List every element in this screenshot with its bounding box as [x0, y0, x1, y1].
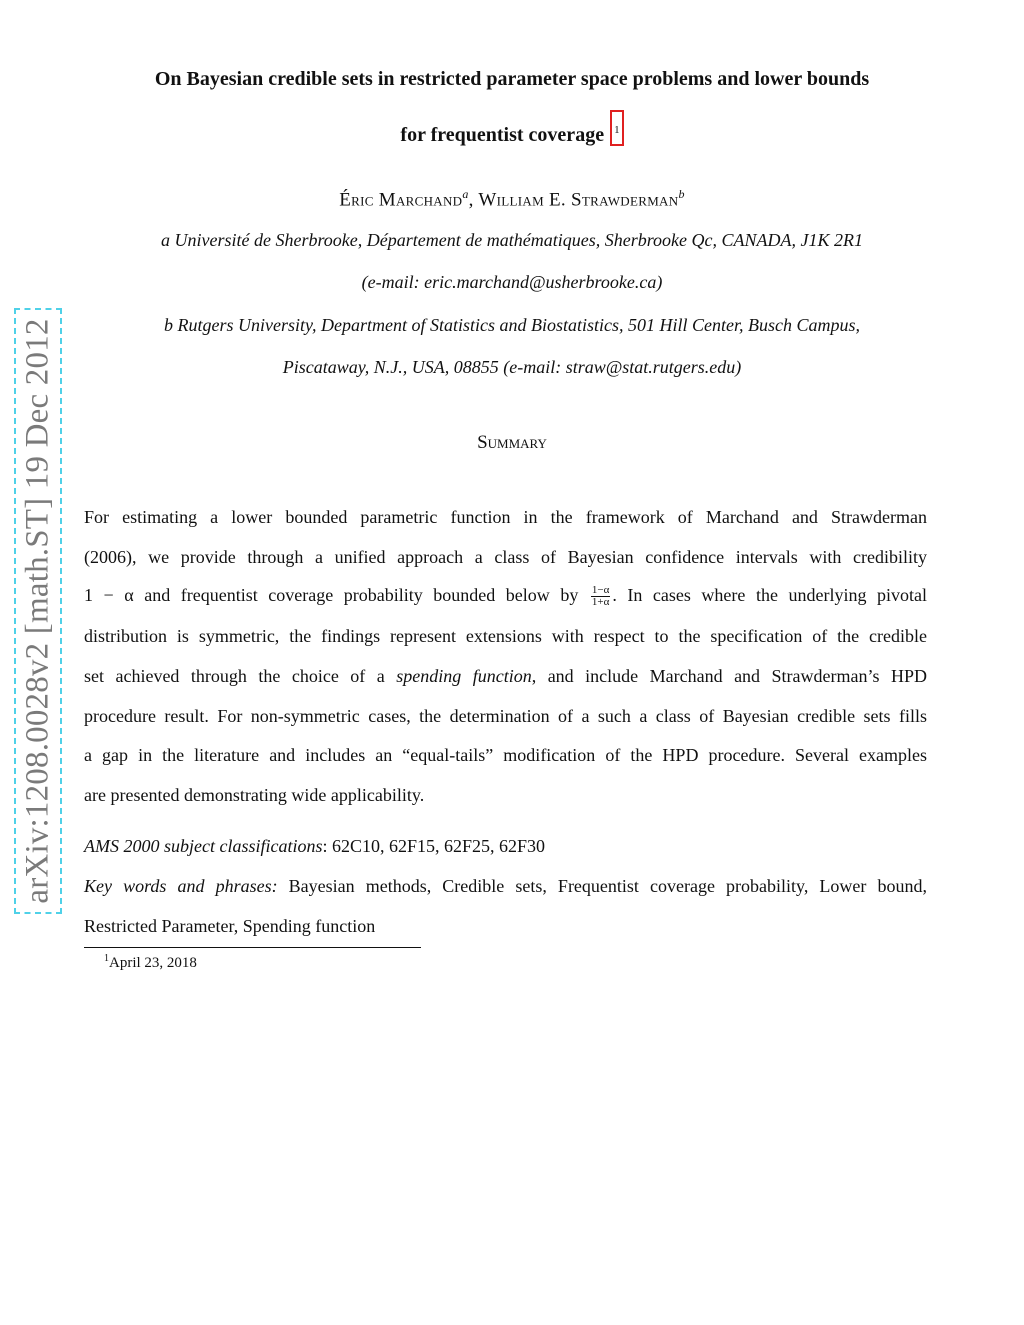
- keywords-line-2: Restricted Parameter, Spending function: [84, 916, 376, 936]
- arxiv-stamp-link[interactable]: [14, 308, 62, 914]
- keywords-label: Key words and phrases:: [84, 876, 278, 896]
- abstract-text: set achieved through the choice of a: [84, 666, 385, 686]
- keywords-line-1: [84, 876, 927, 897]
- paper-title-line-1: On Bayesian credible sets in restricted parameter space problems and lower bounds: [154, 68, 870, 90]
- abstract-line: procedure result. For non-symmetric cases, the determination of a such a class of Bayesian credible sets fills: [84, 706, 927, 726]
- abstract-line: [84, 585, 927, 608]
- author-affiliation-mark: b: [678, 187, 685, 201]
- abstract-line: are presented demonstrating wide applicability.: [84, 785, 425, 805]
- abstract-line: For estimating a lower bounded parametric function in the framework of Marchand and Strawderman: [84, 507, 927, 527]
- footnote-rule: [84, 947, 421, 948]
- paper-title-line-2-text: for frequentist coverage: [400, 124, 605, 146]
- author-separator: ,: [468, 189, 479, 211]
- author-name: William E. Strawderman: [478, 189, 679, 211]
- abstract-text: , and include Marchand and Strawderman’s HPD: [531, 666, 927, 686]
- affiliation-b-email: Piscataway, N.J., USA, 08855 (e-mail: straw@stat.rutgers.edu): [282, 357, 742, 377]
- affiliation-a-line-1: a Université de Sherbrooke, Département de mathématiques, Sherbrooke Qc, CANADA, J1K 2R1: [160, 230, 863, 250]
- ams-value: : 62C10, 62F15, 62F25, 62F30: [322, 836, 546, 856]
- abstract-line: (2006), we provide through a unified approach a class of Bayesian confidence intervals with credibility: [84, 547, 927, 567]
- footnote-text: April 23, 2018: [109, 955, 197, 971]
- abstract-line: a gap in the literature and includes an “equal-tails” modification of the HPD procedure. Several examples: [84, 745, 927, 765]
- abstract-line: [84, 666, 927, 687]
- footnote: [104, 953, 197, 972]
- fraction-denominator: 1+α: [591, 596, 610, 609]
- affiliation-a-email: (e-mail: eric.marchand@usherbrooke.ca): [361, 272, 663, 292]
- coverage-bound-fraction: [591, 585, 610, 608]
- ams-label: AMS 2000 subject classifications: [84, 836, 323, 856]
- keywords-value: Bayesian methods, Credible sets, Frequentist coverage probability, Lower bound,: [277, 876, 927, 896]
- summary-heading: Summary: [477, 432, 547, 453]
- footnote-link[interactable]: 1: [610, 110, 624, 146]
- footnote-marker: 1: [104, 953, 109, 964]
- author-name: Éric Marchand: [339, 189, 463, 211]
- abstract-emphasis: spending function: [396, 666, 532, 686]
- ams-classifications: [84, 836, 927, 857]
- author-list: [80, 187, 944, 211]
- fraction-numerator: 1−α: [591, 584, 610, 597]
- arxiv-identifier[interactable]: arXiv:1208.0028v2 [math.ST] 19 Dec 2012: [19, 318, 56, 904]
- abstract-text: . In cases where the underlying pivotal: [612, 585, 927, 605]
- paper-title-line-2: [80, 110, 944, 147]
- abstract-text: 1 − α and frequentist coverage probability bounded below by: [84, 585, 579, 605]
- affiliation-b-line-1: b Rutgers University, Department of Statistics and Biostatistics, 501 Hill Center, Busch Campus,: [164, 315, 860, 335]
- author-affiliation-mark: a: [462, 187, 469, 201]
- abstract-line: distribution is symmetric, the findings represent extensions with respect to the specification of the credible: [84, 626, 927, 646]
